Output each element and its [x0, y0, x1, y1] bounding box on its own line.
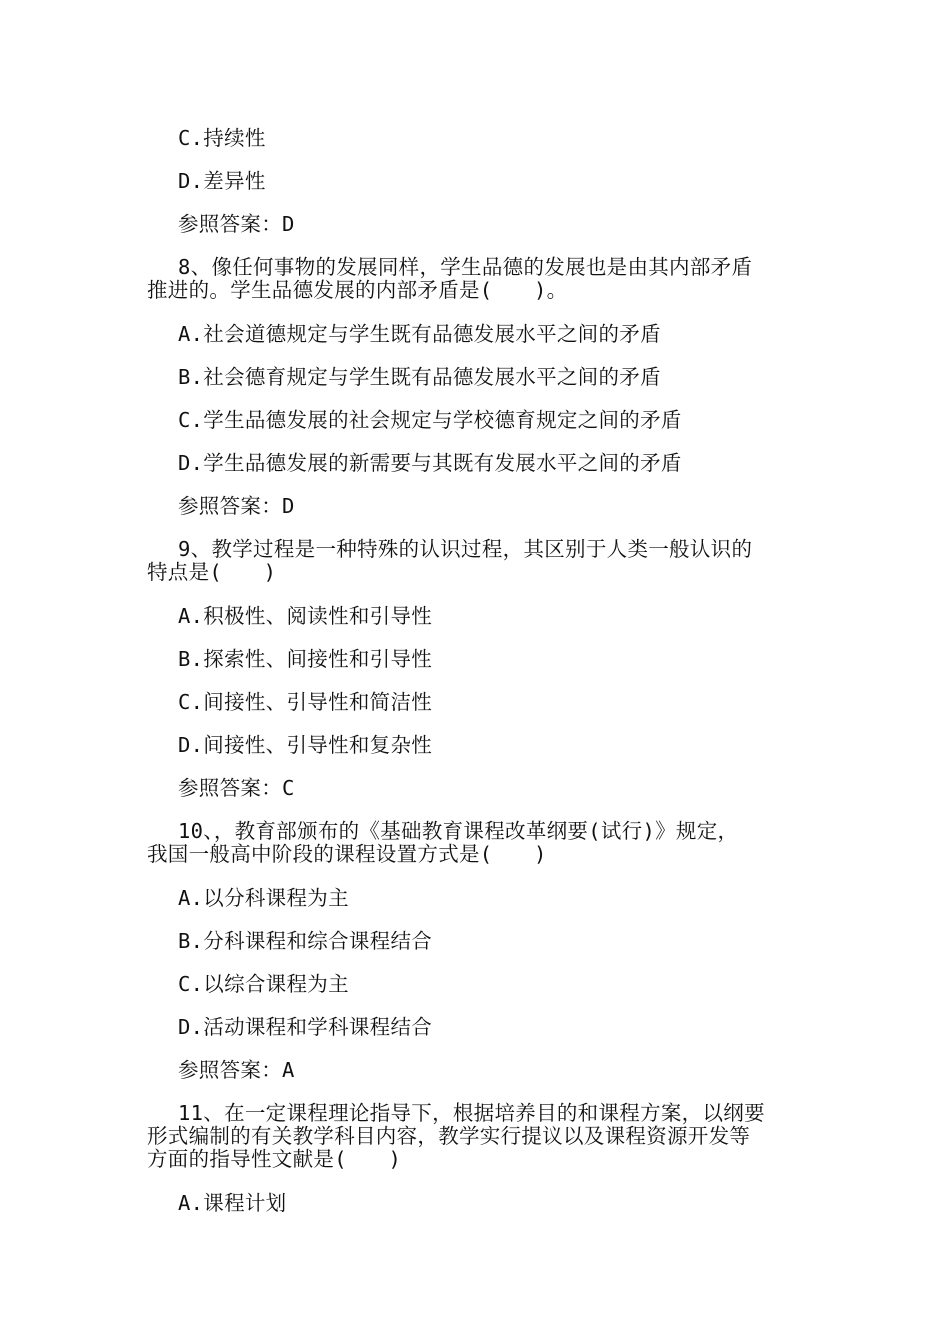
answer-text: 参照答案：D	[178, 212, 295, 236]
option-text: C.学生品德发展的社会规定与学校德育规定之间的矛盾	[178, 408, 682, 432]
option-text: B.社会德育规定与学生既有品德发展水平之间的矛盾	[178, 365, 661, 389]
question-text: 推进的。学生品德发展的内部矛盾是( )。	[147, 278, 568, 302]
question-text: 方面的指导性文献是( )	[147, 1147, 402, 1171]
option-text: B.探索性、间接性和引导性	[178, 647, 433, 671]
option-text: D.学生品德发展的新需要与其既有发展水平之间的矛盾	[178, 451, 682, 475]
question-text: 特点是( )	[147, 560, 277, 584]
question-text: 8、像任何事物的发展同样，学生品德的发展也是由其内部矛盾	[178, 255, 753, 279]
option-text: A.社会道德规定与学生既有品德发展水平之间的矛盾	[178, 322, 661, 346]
option-text: A.以分科课程为主	[178, 886, 349, 910]
option-text: B.分科课程和综合课程结合	[178, 929, 433, 953]
option-text: D.间接性、引导性和复杂性	[178, 733, 433, 757]
option-text: D.差异性	[178, 169, 266, 193]
answer-text: 参照答案：C	[178, 776, 295, 800]
question-text: 形式编制的有关教学科目内容，教学实行提议以及课程资源开发等	[147, 1124, 751, 1148]
option-text: A.积极性、阅读性和引导性	[178, 604, 433, 628]
question-text: 9、教学过程是一种特殊的认识过程，其区别于人类一般认识的	[178, 537, 753, 561]
option-text: C.以综合课程为主	[178, 972, 349, 996]
option-text: C.间接性、引导性和简洁性	[178, 690, 433, 714]
question-text: 我国一般高中阶段的课程设置方式是( )	[147, 842, 547, 866]
answer-text: 参照答案：D	[178, 494, 295, 518]
question-text: 11、在一定课程理论指导下，根据培养目的和课程方案，以纲要	[178, 1101, 765, 1125]
option-text: A.课程计划	[178, 1191, 287, 1215]
option-text: D.活动课程和学科课程结合	[178, 1015, 433, 1039]
answer-text: 参照答案：A	[178, 1058, 295, 1082]
option-text: C.持续性	[178, 126, 266, 150]
question-text: 10、，教育部颁布的《基础教育课程改革纲要(试行)》规定，	[178, 819, 739, 843]
